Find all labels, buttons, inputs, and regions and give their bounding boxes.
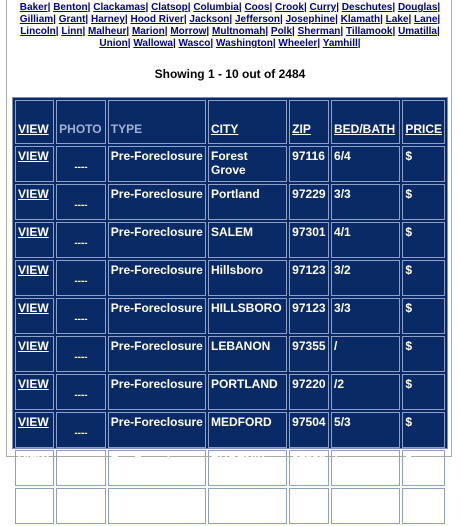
separator: | bbox=[172, 38, 179, 49]
separator: | bbox=[340, 26, 346, 37]
city-value: PORTLAND bbox=[211, 377, 278, 391]
county-link[interactable]: Marion bbox=[131, 26, 165, 37]
cell-city bbox=[208, 146, 287, 182]
cell-city bbox=[208, 412, 287, 448]
county-link[interactable]: Union bbox=[99, 38, 128, 49]
county-link[interactable]: Coos bbox=[244, 2, 270, 13]
table-row bbox=[15, 146, 445, 182]
type-value: Pre-Foreclosure bbox=[110, 225, 203, 239]
separator: | bbox=[124, 14, 131, 25]
city-value: Portland bbox=[211, 187, 260, 201]
cell-bedbath bbox=[331, 450, 400, 486]
header-city-link[interactable]: CITY bbox=[211, 122, 239, 136]
county-line bbox=[7, 38, 453, 50]
cell-bedbath bbox=[331, 222, 400, 258]
cell-type bbox=[108, 298, 206, 334]
separator: | bbox=[335, 14, 341, 25]
county-link[interactable]: Linn bbox=[61, 26, 83, 37]
type-value: Pre-Foreclosure bbox=[110, 187, 203, 201]
cell-price bbox=[402, 184, 445, 220]
separator: | bbox=[210, 38, 216, 49]
county-link[interactable]: Polk bbox=[270, 26, 293, 37]
bedbath-value: / bbox=[334, 339, 338, 353]
county-link[interactable]: Washington bbox=[216, 38, 273, 49]
price-value: $ bbox=[405, 415, 412, 429]
bedbath-value: / bbox=[334, 453, 338, 467]
table-row bbox=[15, 298, 445, 334]
county-link[interactable]: Malheur bbox=[88, 26, 127, 37]
cell-view bbox=[15, 260, 54, 296]
cell-type bbox=[108, 260, 206, 296]
cell-zip bbox=[289, 222, 329, 258]
cell-zip bbox=[289, 260, 329, 296]
cell-price bbox=[402, 488, 445, 524]
zip-value: 97229 bbox=[292, 187, 326, 201]
cell-zip bbox=[289, 298, 329, 334]
listings-table bbox=[13, 98, 447, 526]
separator: | bbox=[272, 38, 279, 49]
type-value: Pre-Foreclosure bbox=[110, 415, 203, 429]
cell-type bbox=[108, 336, 206, 372]
separator: | bbox=[145, 2, 152, 13]
cell-bedbath bbox=[331, 184, 400, 220]
cell-view bbox=[15, 222, 54, 258]
cell-price bbox=[402, 298, 445, 334]
separator: | bbox=[206, 26, 212, 37]
city-value: MEDFORD bbox=[211, 415, 272, 429]
county-link[interactable]: Yamhill bbox=[322, 38, 358, 49]
separator: | bbox=[269, 2, 276, 13]
city-value: Forest Grove bbox=[211, 149, 248, 177]
county-link[interactable]: Lane bbox=[414, 14, 438, 25]
zip-value: 97301 bbox=[292, 225, 326, 239]
cell-price bbox=[402, 450, 445, 486]
county-link[interactable]: Lincoln bbox=[20, 26, 56, 37]
cell-view bbox=[15, 146, 54, 182]
county-link[interactable]: Gilliam bbox=[19, 14, 54, 25]
photo-value: ---- bbox=[74, 503, 88, 515]
view-link[interactable]: VIEW bbox=[18, 263, 49, 277]
cell-zip bbox=[289, 450, 329, 486]
view-link[interactable]: VIEW bbox=[18, 491, 49, 505]
county-link[interactable]: Lake bbox=[385, 14, 409, 25]
price-value: $ bbox=[405, 149, 412, 163]
separator: | bbox=[55, 26, 62, 37]
county-link[interactable]: Columbia bbox=[193, 2, 239, 13]
cell-city bbox=[208, 450, 287, 486]
separator: | bbox=[280, 14, 286, 25]
zip-value: 97504 bbox=[292, 415, 326, 429]
separator: | bbox=[187, 2, 194, 13]
table-row bbox=[15, 374, 445, 410]
cell-city bbox=[208, 260, 287, 296]
cell-bedbath bbox=[331, 260, 400, 296]
separator: | bbox=[392, 2, 398, 13]
photo-value: ---- bbox=[74, 161, 88, 173]
bedbath-value: 3/1 bbox=[334, 491, 351, 505]
cell-view bbox=[15, 488, 54, 524]
city-value: HILLSBORO bbox=[211, 301, 282, 315]
separator: | bbox=[265, 26, 271, 37]
cell-photo bbox=[56, 450, 106, 486]
price-value: $ bbox=[405, 377, 412, 391]
zip-value: 97322 bbox=[292, 491, 326, 505]
separator: | bbox=[229, 14, 235, 25]
table-header-row bbox=[15, 100, 445, 144]
photo-value: ---- bbox=[74, 237, 88, 249]
separator: | bbox=[126, 26, 132, 37]
price-value: $ bbox=[405, 301, 412, 315]
header-type: TYPE bbox=[110, 122, 143, 136]
county-link[interactable]: Josephine bbox=[285, 14, 336, 25]
bedbath-value: 6/4 bbox=[334, 149, 351, 163]
cell-bedbath bbox=[331, 298, 400, 334]
cell-price bbox=[402, 412, 445, 448]
separator: | bbox=[87, 2, 94, 13]
photo-value: ---- bbox=[74, 427, 88, 439]
cell-city bbox=[208, 336, 287, 372]
separator: | bbox=[317, 38, 323, 49]
county-link[interactable]: Multnomah bbox=[212, 26, 266, 37]
separator: | bbox=[127, 38, 134, 49]
zip-value: 97535 bbox=[292, 453, 326, 467]
view-link[interactable]: VIEW bbox=[18, 415, 49, 429]
cell-view bbox=[15, 336, 54, 372]
header-price-link[interactable]: PRICE bbox=[405, 122, 442, 136]
county-link[interactable]: Wheeler bbox=[278, 38, 318, 49]
separator: | bbox=[380, 14, 386, 25]
cell-view bbox=[15, 298, 54, 334]
cell-view bbox=[15, 450, 54, 486]
type-value: Pre-Foreclosure bbox=[110, 339, 203, 353]
table-row bbox=[15, 488, 445, 524]
county-link[interactable]: Morrow bbox=[170, 26, 207, 37]
county-link[interactable]: Deschutes bbox=[341, 2, 393, 13]
type-value: Pre-Foreclosure bbox=[110, 453, 203, 467]
cell-bedbath bbox=[331, 412, 400, 448]
cell-photo bbox=[56, 412, 106, 448]
header-view-link[interactable]: VIEW bbox=[18, 122, 49, 136]
cell-type bbox=[108, 184, 206, 220]
view-link[interactable]: VIEW bbox=[18, 187, 49, 201]
table-row bbox=[15, 336, 445, 372]
separator: | bbox=[53, 14, 59, 25]
cell-type bbox=[108, 450, 206, 486]
county-link[interactable]: Wasco bbox=[178, 38, 211, 49]
separator: | bbox=[357, 38, 361, 49]
separator: | bbox=[292, 26, 298, 37]
separator: | bbox=[82, 26, 89, 37]
cell-bedbath bbox=[331, 336, 400, 372]
separator: | bbox=[303, 2, 310, 13]
cell-type bbox=[108, 146, 206, 182]
county-line bbox=[7, 2, 453, 14]
county-link[interactable]: Douglas bbox=[397, 2, 438, 13]
table-row bbox=[15, 222, 445, 258]
county-link[interactable]: Wallowa bbox=[133, 38, 173, 49]
county-link[interactable]: Crook bbox=[275, 2, 304, 13]
city-value: PHOENIX bbox=[211, 453, 266, 467]
zip-value: 97123 bbox=[292, 301, 326, 315]
type-value: Pre-Foreclosure bbox=[110, 263, 203, 277]
listings-table-container bbox=[12, 97, 448, 515]
table-row bbox=[15, 450, 445, 486]
results-count: Showing 1 - 10 out of 2484 bbox=[154, 67, 306, 81]
cell-zip bbox=[289, 374, 329, 410]
county-link[interactable]: Umatilla bbox=[398, 26, 437, 37]
county-link[interactable]: Baker bbox=[19, 2, 48, 13]
separator: | bbox=[85, 14, 91, 25]
type-value: Pre-Foreclosure bbox=[110, 301, 203, 315]
photo-value: ---- bbox=[74, 199, 88, 211]
city-value: SALEM bbox=[211, 225, 253, 239]
separator: | bbox=[336, 2, 342, 13]
cell-view bbox=[15, 184, 54, 220]
view-link[interactable]: VIEW bbox=[18, 339, 49, 353]
cell-zip bbox=[289, 412, 329, 448]
county-link[interactable]: Benton bbox=[53, 2, 88, 13]
type-value: Pre-Foreclosure bbox=[110, 377, 203, 391]
cell-city bbox=[208, 488, 287, 524]
bedbath-value: 5/3 bbox=[334, 415, 351, 429]
county-link[interactable]: Hood River bbox=[130, 14, 184, 25]
cell-photo bbox=[56, 184, 106, 220]
county-link[interactable]: Klamath bbox=[340, 14, 381, 25]
county-link[interactable]: Clackamas bbox=[93, 2, 146, 13]
zip-value: 97116 bbox=[292, 149, 325, 163]
city-value: Hillsboro bbox=[211, 263, 264, 277]
price-value: $ bbox=[405, 225, 412, 239]
cell-type bbox=[108, 374, 206, 410]
cell-price bbox=[402, 260, 445, 296]
cell-city bbox=[208, 222, 287, 258]
view-link[interactable]: VIEW bbox=[18, 377, 49, 391]
county-line bbox=[7, 26, 453, 38]
view-link[interactable]: VIEW bbox=[18, 453, 49, 467]
separator: | bbox=[238, 2, 245, 13]
price-value: $ bbox=[405, 453, 412, 467]
cell-bedbath bbox=[331, 374, 400, 410]
price-value: $ bbox=[405, 339, 412, 353]
cell-photo bbox=[56, 336, 106, 372]
photo-value: ---- bbox=[74, 351, 88, 363]
photo-value: ---- bbox=[74, 389, 88, 401]
photo-value: ---- bbox=[74, 275, 88, 287]
separator: | bbox=[183, 14, 190, 25]
view-link[interactable]: VIEW bbox=[18, 301, 49, 315]
bedbath-value: 3/3 bbox=[334, 301, 351, 315]
cell-bedbath bbox=[331, 146, 400, 182]
separator: | bbox=[408, 14, 415, 25]
county-links bbox=[7, 2, 453, 50]
cell-city bbox=[208, 298, 287, 334]
cell-zip bbox=[289, 184, 329, 220]
bedbath-value: /2 bbox=[334, 377, 345, 391]
city-value: ALBANY bbox=[211, 491, 261, 505]
price-value: $ bbox=[405, 263, 412, 277]
cell-type bbox=[108, 412, 206, 448]
price-value: $ bbox=[405, 491, 412, 505]
table-row bbox=[15, 260, 445, 296]
cell-price bbox=[402, 374, 445, 410]
price-value: $ bbox=[405, 187, 412, 201]
type-value: Pre-Foreclosure bbox=[110, 149, 203, 163]
county-link[interactable]: Harney bbox=[90, 14, 125, 25]
county-link[interactable]: Curry bbox=[309, 2, 337, 13]
zip-value: 97220 bbox=[292, 377, 326, 391]
county-link[interactable]: Sherman bbox=[297, 26, 341, 37]
separator: | bbox=[437, 2, 441, 13]
zip-value: 97123 bbox=[292, 263, 326, 277]
county-link[interactable]: Tillamook bbox=[345, 26, 393, 37]
county-link[interactable]: Jefferson bbox=[235, 14, 281, 25]
table-row bbox=[15, 184, 445, 220]
photo-value: ---- bbox=[74, 465, 88, 477]
bedbath-value: 4/1 bbox=[334, 225, 351, 239]
cell-photo bbox=[56, 222, 106, 258]
county-link[interactable]: Clatsop bbox=[151, 2, 188, 13]
header-photo: PHOTO bbox=[59, 122, 102, 136]
header-zip-link[interactable]: ZIP bbox=[292, 122, 311, 136]
cell-photo bbox=[56, 146, 106, 182]
cell-view bbox=[15, 374, 54, 410]
cell-city bbox=[208, 374, 287, 410]
cell-type bbox=[108, 222, 206, 258]
table-row bbox=[15, 412, 445, 448]
cell-price bbox=[402, 146, 445, 182]
city-value: LEBANON bbox=[211, 339, 271, 353]
zip-value: 97355 bbox=[292, 339, 326, 353]
header-bedbath-link[interactable]: BED/BATH bbox=[334, 122, 396, 136]
county-link[interactable]: Grant bbox=[58, 14, 86, 25]
separator: | bbox=[164, 26, 171, 37]
cell-photo bbox=[56, 374, 106, 410]
separator: | bbox=[437, 14, 441, 25]
cell-photo bbox=[56, 488, 106, 524]
cell-photo bbox=[56, 260, 106, 296]
photo-value: ---- bbox=[74, 313, 88, 325]
bedbath-value: 3/2 bbox=[334, 263, 351, 277]
separator: | bbox=[436, 26, 440, 37]
view-link[interactable]: VIEW bbox=[18, 149, 49, 163]
type-value: Pre-Foreclosure bbox=[110, 491, 203, 505]
cell-zip bbox=[289, 488, 329, 524]
view-link[interactable]: VIEW bbox=[18, 225, 49, 239]
cell-view bbox=[15, 412, 54, 448]
cell-bedbath bbox=[331, 488, 400, 524]
separator: | bbox=[47, 2, 54, 13]
bedbath-value: 3/3 bbox=[334, 187, 351, 201]
cell-price bbox=[402, 222, 445, 258]
separator: | bbox=[392, 26, 399, 37]
county-link[interactable]: Jackson bbox=[189, 14, 230, 25]
cell-zip bbox=[289, 146, 329, 182]
county-line bbox=[7, 14, 453, 26]
cell-photo bbox=[56, 298, 106, 334]
cell-zip bbox=[289, 336, 329, 372]
cell-city bbox=[208, 184, 287, 220]
cell-type bbox=[108, 488, 206, 524]
cell-price bbox=[402, 336, 445, 372]
